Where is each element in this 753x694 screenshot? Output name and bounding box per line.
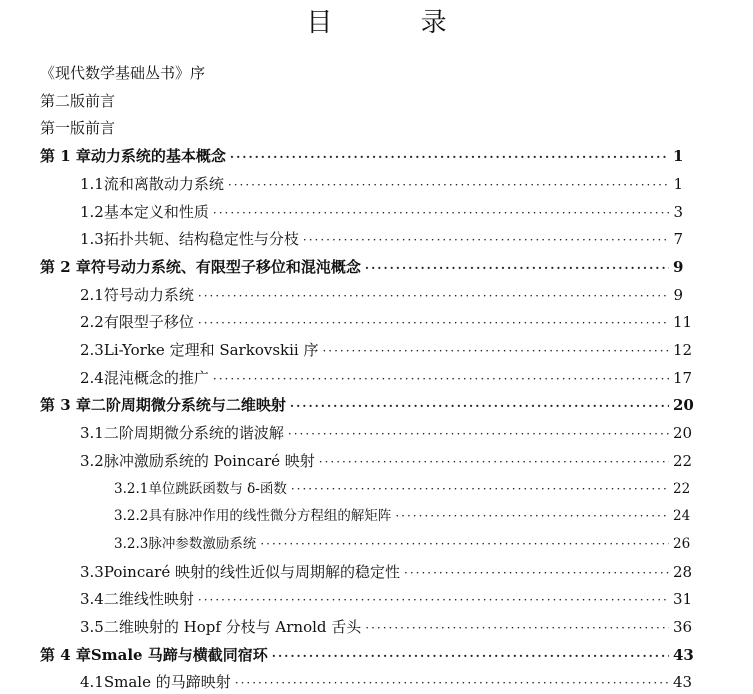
toc-label: 符号动力系统、有限型子移位和混沌概念	[90, 257, 361, 276]
toc-number: 3.2.2	[114, 508, 149, 525]
toc-section-row[interactable]	[80, 284, 683, 306]
toc-leader-dots	[290, 395, 669, 417]
toc-label: 动力系统的基本概念	[90, 147, 226, 166]
toc-leader-dots	[319, 451, 669, 473]
toc-section-row[interactable]	[80, 339, 693, 361]
toc-label: 基本定义和性质	[103, 202, 209, 221]
toc-page-number: 26	[673, 535, 691, 552]
toc-number: 2.4	[80, 368, 104, 387]
toc-page-number: 7	[673, 230, 683, 249]
toc-number: 1.3	[80, 230, 104, 249]
toc-label: Smale 的马蹄映射	[103, 673, 231, 692]
toc-number: 1.1	[80, 174, 104, 193]
toc-label: 二阶周期微分系统与二维映射	[90, 396, 286, 415]
toc-leader-dots	[213, 202, 669, 224]
toc-leader-dots	[235, 672, 669, 694]
toc-page-number: 43	[673, 645, 694, 664]
toc-section-row[interactable]	[80, 450, 693, 472]
toc-page-number: 43	[673, 673, 693, 692]
toc-section-row[interactable]	[80, 671, 693, 693]
toc-label: Li-Yorke 定理和 Sarkovskii 序	[103, 341, 319, 359]
toc-label: Poincaré 映射的线性近似与周期解的稳定性	[103, 562, 400, 581]
toc-front-matter[interactable]	[40, 62, 205, 84]
toc-section-row[interactable]	[80, 616, 693, 638]
toc-section-row[interactable]	[80, 561, 693, 583]
toc-page-number: 36	[673, 618, 693, 636]
toc-number: 3.4	[80, 590, 104, 609]
toc-leader-dots	[303, 229, 669, 251]
toc-label: 脉冲参数激励系统	[148, 535, 257, 552]
toc-section-row[interactable]	[80, 173, 683, 195]
toc-leader-dots	[291, 478, 669, 500]
toc-number: 2.2	[80, 313, 104, 332]
toc-page-number: 3	[673, 202, 683, 221]
toc-number: 1.2	[80, 202, 104, 221]
toc-number: 3.2	[80, 451, 104, 470]
toc-number: 第 3 章	[40, 396, 91, 415]
toc-chapter-row[interactable]	[40, 145, 683, 167]
toc-number: 3.2.3	[114, 535, 149, 552]
toc-page-number: 1	[673, 174, 683, 193]
toc-label: 二阶周期微分系统的谐波解	[103, 424, 284, 443]
toc-page-number: 22	[673, 451, 693, 470]
toc-leader-dots	[228, 174, 669, 196]
toc-label: 符号动力系统	[103, 285, 194, 304]
toc-section-row[interactable]	[80, 201, 683, 223]
toc-front-matter[interactable]	[40, 90, 115, 112]
toc-leader-dots	[404, 562, 669, 584]
toc-label: 拓扑共轭、结构稳定性与分枝	[103, 230, 299, 249]
toc-label: 流和离散动力系统	[103, 174, 224, 193]
toc-page-number: 9	[673, 285, 683, 304]
toc-label: Smale 马蹄与横截同宿环	[90, 645, 268, 664]
toc-leader-dots	[230, 146, 669, 168]
toc-leader-dots	[198, 589, 669, 611]
toc-leader-dots	[365, 617, 669, 639]
toc-subsection-row[interactable]	[114, 505, 691, 527]
toc-section-row[interactable]	[80, 367, 693, 389]
toc-chapter-row[interactable]	[40, 394, 694, 416]
toc-page-number: 20	[673, 424, 693, 443]
toc-page-number: 11	[673, 313, 693, 332]
toc-leader-dots	[198, 285, 669, 307]
toc-label: 单位跳跃函数与 δ-函数	[148, 480, 287, 497]
toc-number: 3.3	[80, 562, 104, 581]
toc-label: 混沌概念的推广	[103, 368, 209, 387]
toc-number: 2.3	[80, 341, 104, 359]
toc-number: 第 4 章	[40, 645, 91, 664]
toc-front-matter[interactable]	[40, 117, 115, 139]
toc-page-number: 28	[673, 562, 693, 581]
toc-page-number: 17	[673, 368, 693, 387]
toc-leader-dots	[260, 533, 669, 555]
toc-leader-dots	[395, 505, 669, 527]
toc-label: 脉冲激励系统的 Poincaré 映射	[103, 451, 315, 470]
toc-label: 二维映射的 Hopf 分枝与 Arnold 舌头	[103, 618, 362, 636]
toc-page-number: 24	[673, 508, 691, 525]
toc-page-number: 1	[673, 147, 684, 166]
toc-label: 第一版前言	[40, 119, 116, 138]
toc-number: 2.1	[80, 285, 104, 304]
toc-leader-dots	[322, 340, 669, 362]
toc-page-number: 9	[673, 257, 684, 276]
toc-number: 3.1	[80, 424, 104, 443]
toc-label: 具有脉冲作用的线性微分方程组的解矩阵	[148, 508, 392, 525]
toc-subsection-row[interactable]	[114, 533, 691, 555]
toc-label: 有限型子移位	[103, 313, 194, 332]
toc-leader-dots	[365, 257, 669, 279]
toc-number: 3.2.1	[114, 480, 149, 497]
toc-chapter-row[interactable]	[40, 644, 694, 666]
toc-leader-dots	[213, 368, 669, 390]
toc-label: 第二版前言	[40, 91, 116, 110]
toc-section-row[interactable]	[80, 228, 683, 250]
toc-label: 二维线性映射	[103, 590, 194, 609]
toc-number: 4.1	[80, 673, 104, 692]
toc-label: 《现代数学基础丛书》序	[40, 64, 206, 82]
toc-section-row[interactable]	[80, 422, 693, 444]
toc-leader-dots	[288, 423, 669, 445]
toc-number: 3.5	[80, 618, 104, 636]
toc-page-number: 31	[673, 590, 693, 609]
toc-section-row[interactable]	[80, 588, 693, 610]
page-title: 目 录	[306, 8, 487, 38]
toc-page-number: 22	[673, 480, 691, 497]
toc-number: 第 2 章	[40, 257, 91, 276]
toc-number: 第 1 章	[40, 147, 91, 166]
toc-chapter-row[interactable]	[40, 256, 683, 278]
toc-leader-dots	[272, 645, 669, 667]
toc-section-row[interactable]	[80, 311, 693, 333]
toc-subsection-row[interactable]	[114, 478, 691, 500]
toc-page-number: 12	[673, 341, 693, 359]
toc-page-number: 20	[673, 396, 694, 415]
toc-leader-dots	[198, 312, 669, 334]
